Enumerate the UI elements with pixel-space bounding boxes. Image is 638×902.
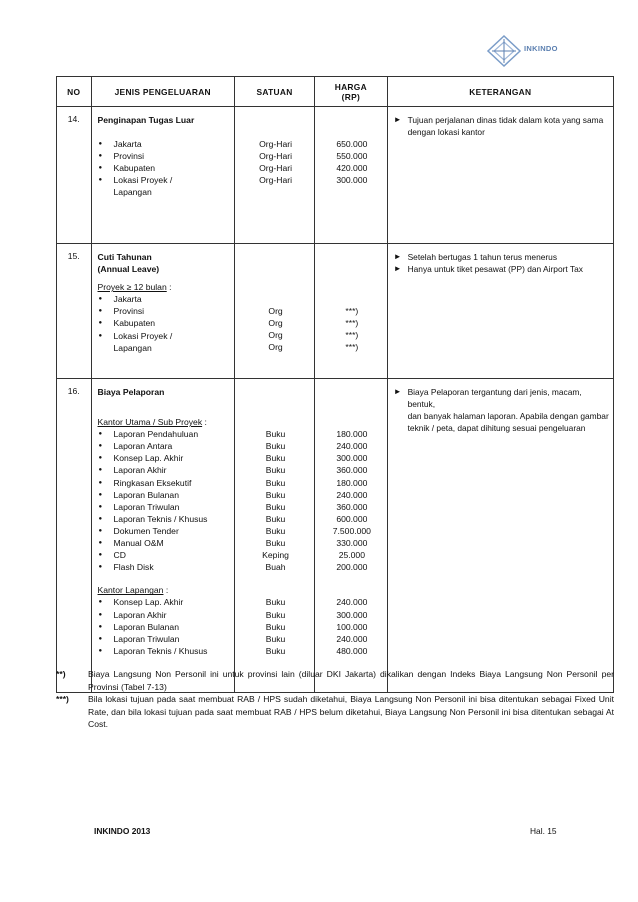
satuan-value: Buku bbox=[265, 489, 286, 500]
harga-value: ***) bbox=[345, 342, 359, 353]
satuan-value: Buku bbox=[265, 538, 286, 549]
header-jenis: JENIS PENGELUARAN bbox=[91, 77, 234, 107]
cost-table bbox=[56, 76, 614, 693]
harga-value: ***) bbox=[345, 306, 359, 316]
arrow-right-icon: ► bbox=[393, 264, 402, 273]
list-item: ● Konsep Lap. Akhir bbox=[98, 452, 230, 464]
list-item: ● Konsep Lap. Akhir bbox=[98, 596, 230, 608]
harga-cell bbox=[315, 107, 387, 244]
satuan-value: Buku bbox=[265, 645, 286, 656]
satuan-list bbox=[241, 305, 310, 353]
harga-list bbox=[321, 138, 382, 186]
harga-value: 650.000 bbox=[336, 139, 368, 149]
list-item: ● Kabupaten bbox=[98, 317, 230, 329]
satuan-value: Org bbox=[268, 306, 283, 316]
keterangan-cell bbox=[387, 379, 613, 693]
harga-value: 100.000 bbox=[336, 621, 368, 632]
satuan-value: Org-Hari bbox=[259, 139, 293, 149]
list-item: ● Laporan Akhir bbox=[98, 609, 230, 621]
footnotes bbox=[56, 668, 614, 731]
header-satuan: SATUAN bbox=[234, 77, 314, 107]
harga-value: 7.500.000 bbox=[332, 525, 371, 536]
satuan-cell bbox=[234, 379, 314, 693]
item-continuation: Lapangan bbox=[113, 187, 152, 198]
list-item: ● Laporan Akhir bbox=[98, 464, 230, 476]
item-list bbox=[98, 293, 230, 341]
row-number: 15. bbox=[57, 244, 92, 379]
inkindo-logo-icon bbox=[486, 34, 522, 68]
item-continuation: Lapangan bbox=[113, 342, 152, 353]
harga-value: 300.000 bbox=[336, 609, 368, 620]
harga-value: 25.000 bbox=[338, 550, 365, 561]
list-item: ● Laporan Teknis / Khusus bbox=[98, 513, 230, 525]
harga-list bbox=[321, 428, 382, 573]
list-item: ● Jakarta bbox=[98, 293, 230, 305]
keterangan-item: ► Setelah bertugas 1 tahun terus menerus bbox=[393, 252, 558, 262]
jenis-cell bbox=[91, 244, 234, 379]
list-item: ● Laporan Bulanan bbox=[98, 621, 230, 633]
item-list bbox=[98, 596, 230, 656]
harga-value: 240.000 bbox=[336, 489, 368, 500]
satuan-list bbox=[241, 596, 310, 656]
arrow-right-icon: ► bbox=[393, 252, 402, 261]
footnote-text: Biaya Langsung Non Personil ini untuk provinsi lain (diluar DKI Jakarta) dikalikan dengan Indeks Biaya Langsung Non Personil per Provinsi (Tabel 7-13) bbox=[88, 669, 614, 692]
keterangan-continuation: teknik / peta, dapat dihitung sesuai pengeluaran bbox=[407, 423, 586, 433]
keterangan-cell bbox=[387, 107, 613, 244]
satuan-cell bbox=[234, 107, 314, 244]
table-row bbox=[57, 107, 614, 244]
harga-value: 180.000 bbox=[336, 477, 368, 488]
harga-value: 300.000 bbox=[336, 175, 368, 186]
arrow-right-icon: ► bbox=[393, 115, 402, 124]
satuan-value: Buku bbox=[265, 441, 286, 452]
harga-cell bbox=[315, 379, 387, 693]
list-item: ● Laporan Triwulan bbox=[98, 633, 230, 645]
satuan-value: Buku bbox=[265, 501, 286, 512]
header-keterangan: KETERANGAN bbox=[387, 77, 613, 107]
list-item: ● Laporan Triwulan bbox=[98, 501, 230, 513]
satuan-value: Buku bbox=[265, 621, 286, 632]
list-item: ● Flash Disk bbox=[98, 561, 230, 573]
item-list bbox=[98, 138, 230, 186]
harga-value: 480.000 bbox=[336, 645, 368, 656]
row-title: Penginapan Tugas Luar bbox=[97, 115, 195, 125]
footer-left: INKINDO 2013 bbox=[94, 826, 151, 836]
arrow-right-icon: ► bbox=[393, 387, 402, 396]
list-item: ● Laporan Pendahuluan bbox=[98, 428, 230, 440]
header-no: NO bbox=[57, 77, 92, 107]
harga-list bbox=[321, 596, 382, 656]
satuan-list bbox=[241, 428, 310, 573]
satuan-value: Buku bbox=[265, 429, 286, 440]
harga-value: 200.000 bbox=[336, 562, 368, 573]
list-item: ● Manual O&M bbox=[98, 537, 230, 549]
list-item: ● Provinsi bbox=[98, 150, 230, 162]
satuan-value: Keping bbox=[262, 550, 289, 561]
list-item: ● Laporan Bulanan bbox=[98, 489, 230, 501]
satuan-value: Buku bbox=[265, 513, 286, 524]
page-number: Hal. 15 bbox=[530, 826, 557, 836]
harga-value: 240.000 bbox=[336, 597, 368, 608]
harga-value: 330.000 bbox=[336, 538, 368, 549]
header-harga-line1: HARGA bbox=[334, 81, 367, 92]
list-item: ● Jakarta bbox=[98, 138, 230, 150]
harga-value: 240.000 bbox=[336, 441, 368, 452]
sub-heading: Proyek ≥ 12 bulan : bbox=[97, 282, 172, 293]
satuan-cell bbox=[234, 244, 314, 379]
harga-value: 360.000 bbox=[336, 501, 368, 512]
inkindo-logo bbox=[486, 34, 576, 68]
harga-value: 240.000 bbox=[336, 633, 368, 644]
harga-value: 300.000 bbox=[336, 453, 368, 464]
keterangan-item: ► Biaya Pelaporan tergantung dari jenis, macam, bentuk, bbox=[393, 387, 582, 409]
satuan-value: Buku bbox=[265, 633, 286, 644]
harga-value: 550.000 bbox=[336, 151, 368, 162]
harga-cell bbox=[315, 244, 387, 379]
harga-value: ***) bbox=[345, 330, 359, 341]
table-row bbox=[57, 379, 614, 693]
list-item: ● Dokumen Tender bbox=[98, 525, 230, 537]
satuan-value: Buku bbox=[265, 453, 286, 464]
harga-value: 420.000 bbox=[336, 163, 368, 174]
row-number: 14. bbox=[57, 107, 92, 244]
header-harga-line2: (RP) bbox=[341, 91, 361, 102]
satuan-value: Buah bbox=[265, 562, 286, 573]
footnote bbox=[56, 668, 614, 693]
harga-value: 180.000 bbox=[336, 429, 368, 440]
footnote-text: Bila lokasi tujuan pada saat membuat RAB / HPS sudah diketahui, Biaya Langsung Non Personil ini bisa ditentukan sebagai Fixed Unit Rate, dan bila lokasi tujuan pada saat membuat RAB / HPS belum diketahui, Biaya Langsung Non Personil ini bisa ditentukan sebagai At Cost. bbox=[88, 694, 614, 729]
row-number: 16. bbox=[57, 379, 92, 693]
satuan-value: Org bbox=[268, 318, 283, 329]
harga-value: 360.000 bbox=[336, 465, 368, 476]
jenis-cell bbox=[91, 379, 234, 693]
table-row bbox=[57, 244, 614, 379]
keterangan-continuation: dengan lokasi kantor bbox=[407, 127, 485, 137]
harga-list bbox=[321, 305, 382, 353]
harga-value: ***) bbox=[345, 318, 359, 329]
list-item: ● Provinsi bbox=[98, 305, 230, 317]
satuan-value: Org-Hari bbox=[259, 151, 293, 162]
keterangan-cell bbox=[387, 244, 613, 379]
satuan-value: Buku bbox=[265, 465, 286, 476]
keterangan-continuation: dan banyak halaman laporan. Apabila dengan gambar bbox=[407, 411, 609, 421]
satuan-list bbox=[241, 138, 310, 186]
satuan-value: Org bbox=[268, 342, 283, 353]
jenis-cell bbox=[91, 107, 234, 244]
list-item: ● Lokasi Proyek / bbox=[98, 174, 230, 186]
list-item: ● CD bbox=[98, 549, 230, 561]
satuan-value: Buku bbox=[265, 477, 286, 488]
table-header-row bbox=[57, 77, 614, 107]
sub-heading: Kantor Utama / Sub Proyek : bbox=[97, 417, 207, 428]
list-item: ● Ringkasan Eksekutif bbox=[98, 477, 230, 489]
satuan-value: Buku bbox=[265, 597, 286, 608]
row-title: Biaya Pelaporan bbox=[97, 387, 165, 397]
footnote bbox=[56, 693, 614, 731]
satuan-value: Buku bbox=[265, 525, 286, 536]
harga-value: 600.000 bbox=[336, 513, 368, 524]
list-item: ● Laporan Antara bbox=[98, 440, 230, 452]
satuan-value: Org bbox=[268, 330, 283, 341]
item-list bbox=[98, 428, 230, 573]
header-harga bbox=[315, 77, 387, 107]
keterangan-item: ► Hanya untuk tiket pesawat (PP) dan Airport Tax bbox=[393, 264, 583, 274]
list-item: ● Kabupaten bbox=[98, 162, 230, 174]
footnote-mark: ***) bbox=[56, 694, 69, 704]
row-subtitle: (Annual Leave) bbox=[97, 264, 160, 275]
logo-text: INKINDO bbox=[524, 44, 558, 53]
sub-heading: Kantor Lapangan : bbox=[97, 585, 169, 596]
satuan-value: Buku bbox=[265, 609, 286, 620]
list-item: ● Laporan Teknis / Khusus bbox=[98, 645, 230, 657]
list-item: ● Lokasi Proyek / bbox=[98, 330, 230, 342]
keterangan-item: ► Tujuan perjalanan dinas tidak dalam kota yang sama bbox=[393, 115, 604, 125]
satuan-value: Org-Hari bbox=[259, 163, 293, 174]
satuan-value: Org-Hari bbox=[259, 175, 293, 186]
row-title: Cuti Tahunan bbox=[97, 252, 152, 262]
footnote-mark: **) bbox=[56, 669, 66, 679]
